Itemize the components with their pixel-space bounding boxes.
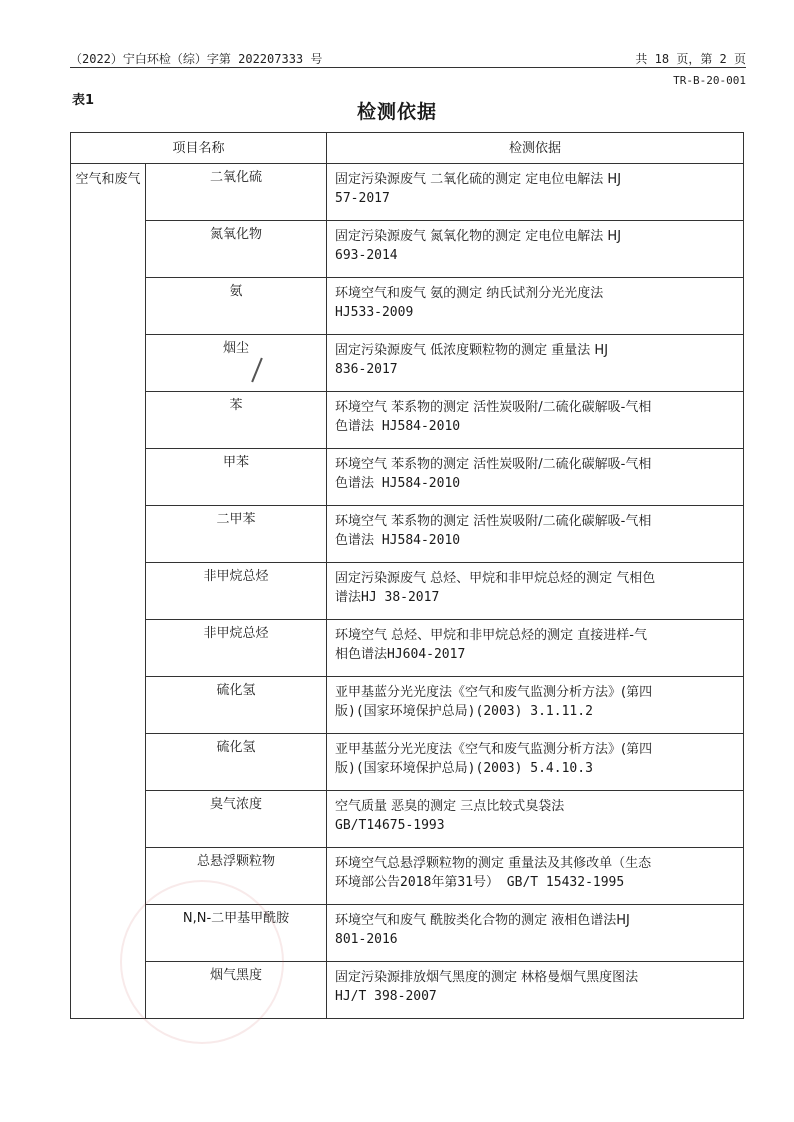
page-title: 检测依据 — [356, 101, 437, 123]
item-name-cell: 硫化氢 — [146, 677, 327, 734]
method-text-line2: 836-2017 — [335, 362, 398, 377]
table-row — [71, 563, 744, 620]
method-text-line1: 固定污染源废气 二氧化硫的测定 定电位电解法 HJ — [335, 172, 622, 187]
table-row — [71, 734, 744, 791]
item-name-cell: 苯 — [146, 392, 327, 449]
method-text-line2: 801-2016 — [335, 932, 398, 947]
report-number: （2022）宁白环检（综）字第 202207333 号 — [70, 52, 323, 66]
method-text-line2: 色谱法 HJ584-2010 — [335, 419, 461, 434]
method-text-line1: 固定污染源排放烟气黑度的测定 林格曼烟气黑度图法 — [335, 970, 639, 985]
item-name-cell: 二氧化硫 — [146, 164, 327, 221]
item-name-cell: 二甲苯 — [146, 506, 327, 563]
method-text-line1: 固定污染源废气 总烃、甲烷和非甲烷总烃的测定 气相色 — [335, 571, 656, 586]
method-text-line1: 空气质量 恶臭的测定 三点比较式臭袋法 — [335, 799, 565, 814]
method-text-line2: 版)(国家环境保护总局)(2003) 5.4.10.3 — [335, 761, 593, 776]
item-name-cell: 硫化氢 — [146, 734, 327, 791]
item-name-cell: 氨 — [146, 278, 327, 335]
method-text-line1: 环境空气 苯系物的测定 活性炭吸附/二硫化碳解吸-气相 — [335, 400, 652, 415]
method-text-line1: 环境空气和废气 酰胺类化合物的测定 液相色谱法HJ — [335, 913, 630, 928]
table-row — [71, 506, 744, 563]
item-name-cell: 臭气浓度 — [146, 791, 327, 848]
method-cell — [327, 449, 744, 506]
method-text-line1: 环境空气总悬浮颗粒物的测定 重量法及其修改单（生态 — [335, 856, 652, 871]
method-cell — [327, 278, 744, 335]
method-text-line2: 谱法HJ 38-2017 — [335, 590, 440, 605]
method-text-line2: 环境部公告2018年第31号） GB/T 15432-1995 — [335, 875, 625, 890]
method-cell — [327, 335, 744, 392]
item-name-cell: 烟气黑度 — [146, 962, 327, 1019]
item-name-cell: 总悬浮颗粒物 — [146, 848, 327, 905]
method-text-line2: 相色谱法HJ604-2017 — [335, 647, 466, 662]
method-cell — [327, 848, 744, 905]
method-cell — [327, 221, 744, 278]
method-cell — [327, 677, 744, 734]
table-header-row — [71, 133, 744, 164]
table-row — [71, 962, 744, 1019]
table-row — [71, 164, 744, 221]
method-cell — [327, 905, 744, 962]
item-name-cell: 烟尘 — [146, 335, 327, 392]
item-name-cell: 非甲烷总烃 — [146, 620, 327, 677]
method-text-line1: 亚甲基蓝分光光度法《空气和废气监测分析方法》(第四 — [335, 742, 653, 757]
page-info: 共 18 页，第 2 页 — [635, 52, 746, 66]
method-text-line2: HJ533-2009 — [335, 305, 414, 320]
item-name-cell: 甲苯 — [146, 449, 327, 506]
table-label: 表1 — [72, 93, 95, 108]
page-header — [70, 50, 746, 68]
method-text-line2: 色谱法 HJ584-2010 — [335, 476, 461, 491]
method-text-line1: 环境空气 苯系物的测定 活性炭吸附/二硫化碳解吸-气相 — [335, 457, 652, 472]
method-cell — [327, 392, 744, 449]
basis-table — [70, 132, 744, 1019]
method-text-line1: 固定污染源废气 低浓度颗粒物的测定 重量法 HJ — [335, 343, 609, 358]
method-text-line1: 亚甲基蓝分光光度法《空气和废气监测分析方法》(第四 — [335, 685, 653, 700]
method-cell — [327, 734, 744, 791]
table-row — [71, 791, 744, 848]
method-text-line1: 环境空气 苯系物的测定 活性炭吸附/二硫化碳解吸-气相 — [335, 514, 652, 529]
table-row — [71, 905, 744, 962]
header-divider — [70, 67, 746, 68]
method-text-line2: 版)(国家环境保护总局)(2003) 3.1.11.2 — [335, 704, 593, 719]
column-header-basis: 检测依据 — [327, 133, 744, 164]
table-row — [71, 449, 744, 506]
table-row — [71, 677, 744, 734]
method-text-line2: 色谱法 HJ584-2010 — [335, 533, 461, 548]
method-text-line2: HJ/T 398-2007 — [335, 989, 437, 1004]
method-text-line2: 693-2014 — [335, 248, 398, 263]
method-cell — [327, 506, 744, 563]
method-cell — [327, 962, 744, 1019]
method-cell — [327, 164, 744, 221]
method-cell — [327, 620, 744, 677]
method-text-line1: 环境空气和废气 氨的测定 纳氏试剂分光光度法 — [335, 286, 604, 301]
category-cell: 空气和废气 — [71, 164, 146, 1019]
table-row — [71, 392, 744, 449]
method-text-line2: 57-2017 — [335, 191, 390, 206]
method-text-line1: 环境空气 总烃、甲烷和非甲烷总烃的测定 直接进样-气 — [335, 628, 647, 643]
table-row — [71, 848, 744, 905]
method-text-line2: GB/T14675-1993 — [335, 818, 445, 833]
item-name-cell: 非甲烷总烃 — [146, 563, 327, 620]
method-cell — [327, 791, 744, 848]
table-row — [71, 221, 744, 278]
table-row — [71, 335, 744, 392]
item-name-cell: 氮氧化物 — [146, 221, 327, 278]
table-row — [71, 278, 744, 335]
method-text-line1: 固定污染源废气 氮氧化物的测定 定电位电解法 HJ — [335, 229, 622, 244]
table-row — [71, 620, 744, 677]
column-header-item-name: 项目名称 — [71, 133, 327, 164]
document-code: TR-B-20-001 — [673, 74, 746, 87]
item-name-cell: N,N-二甲基甲酰胺 — [146, 905, 327, 962]
method-cell — [327, 563, 744, 620]
table-body — [71, 164, 744, 1019]
